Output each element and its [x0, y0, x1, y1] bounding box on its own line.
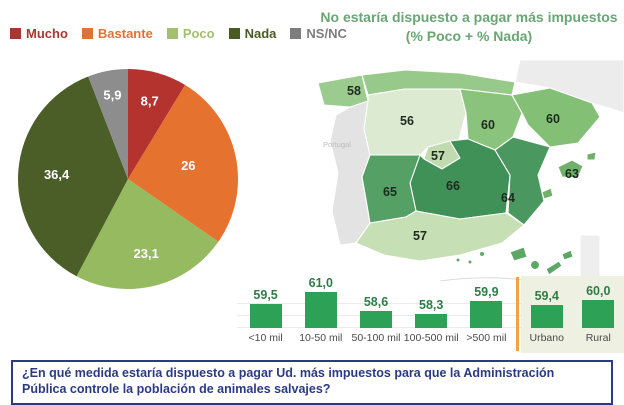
- bar: [470, 301, 502, 328]
- legend-item-bastante: [82, 26, 153, 41]
- legend-swatch: [229, 28, 240, 39]
- bar-category-label: >500 mil: [466, 332, 507, 344]
- bar-cell: [404, 276, 459, 344]
- map-label-andalucia: 57: [413, 229, 427, 243]
- bar-cell: [521, 276, 573, 344]
- bar-zone: [305, 276, 337, 328]
- bar-cell: [348, 276, 403, 344]
- bar-category-label: 50-100 mil: [351, 332, 401, 344]
- pie-slice-label: 23,1: [133, 245, 159, 261]
- bar-zone: [250, 276, 282, 328]
- bar-value-label: 60,0: [586, 284, 611, 298]
- bar-cell: [573, 276, 624, 344]
- map-label-valencia: 64: [501, 191, 515, 205]
- bar-cell: [459, 276, 514, 344]
- bar-value-label: 61,0: [308, 276, 333, 290]
- bar-group-municipio: [238, 276, 514, 344]
- legend-label: NS/NC: [306, 26, 347, 41]
- map-label-madrid: 57: [431, 149, 445, 163]
- group-divider-line: [516, 277, 519, 351]
- bar-value-label: 59,5: [253, 288, 278, 302]
- bar-category-label: <10 mil: [248, 332, 283, 344]
- legend-label: Mucho: [26, 26, 68, 41]
- legend-swatch: [10, 28, 21, 39]
- bar-cell: [238, 276, 293, 344]
- legend-item-poco: [167, 26, 215, 41]
- legend-swatch: [82, 28, 93, 39]
- bar-group-habitat: [521, 276, 624, 344]
- bar-zone: [582, 276, 614, 328]
- bar-category-label: Urbano: [529, 332, 564, 344]
- island-canary: [510, 247, 527, 261]
- portugal-label: Portugal: [323, 140, 351, 149]
- map-label-extremadura: 65: [383, 185, 397, 199]
- bar: [360, 311, 392, 328]
- bar-value-label: 58,6: [363, 295, 389, 310]
- bar: [305, 292, 337, 328]
- island-canary: [480, 252, 485, 257]
- island-ibiza: [542, 188, 553, 199]
- pie-slice-label: 8,7: [140, 93, 159, 109]
- island-canary: [562, 250, 573, 260]
- bar-category-label: Rural: [585, 332, 611, 344]
- bar: [531, 305, 563, 328]
- island-canary: [531, 261, 540, 270]
- legend-label: Bastante: [97, 26, 153, 41]
- pie-slice-label: 26: [181, 158, 196, 174]
- map-label-clm: 66: [446, 179, 460, 193]
- bar-zone: [360, 276, 392, 328]
- island-canary: [468, 260, 472, 264]
- legend-swatch: [167, 28, 178, 39]
- island-menorca: [587, 152, 596, 160]
- bar-cell: [293, 276, 348, 344]
- bar-zone: [470, 276, 502, 328]
- survey-question: ¿En qué medida estaría dispuesto a pagar Ud. más impuestos para que la Administración Pública controle la población de animales salvajes?: [11, 360, 613, 405]
- bar: [250, 304, 282, 328]
- bar-zone: [415, 276, 447, 328]
- bar: [415, 314, 447, 328]
- map-label-castilla-leon: 56: [400, 114, 414, 128]
- map-label-galicia: 58: [347, 84, 361, 98]
- legend-swatch: [290, 28, 301, 39]
- pie-chart: [13, 64, 243, 294]
- legend-item-nada: [229, 26, 277, 41]
- bar: [582, 300, 614, 328]
- bar-value-label: 58,3: [419, 297, 444, 312]
- spain-map: [310, 55, 624, 290]
- map-label-cataluna: 60: [546, 112, 560, 126]
- island-canary: [546, 261, 562, 275]
- legend-item-mucho: [10, 26, 68, 41]
- pie-slice-label: 36,4: [43, 166, 70, 182]
- bar-value-label: 59,4: [534, 288, 559, 303]
- pie-slice-label: 5,9: [103, 87, 122, 103]
- map-label-noreste: 60: [481, 118, 495, 132]
- map-label-baleares: 63: [565, 167, 579, 181]
- bar-zone: [531, 276, 563, 328]
- bar-category-label: 100-500 mil: [403, 332, 459, 344]
- legend-label: Poco: [182, 26, 215, 41]
- island-canary: [456, 258, 460, 262]
- pie-legend: [10, 26, 347, 41]
- legend-label: Nada: [244, 26, 277, 41]
- bar-category-label: 10-50 mil: [299, 332, 343, 344]
- bar-value-label: 59,9: [474, 284, 499, 299]
- map-title: No estaría dispuesto a pagar más impuestos (% Poco + % Nada): [320, 9, 618, 44]
